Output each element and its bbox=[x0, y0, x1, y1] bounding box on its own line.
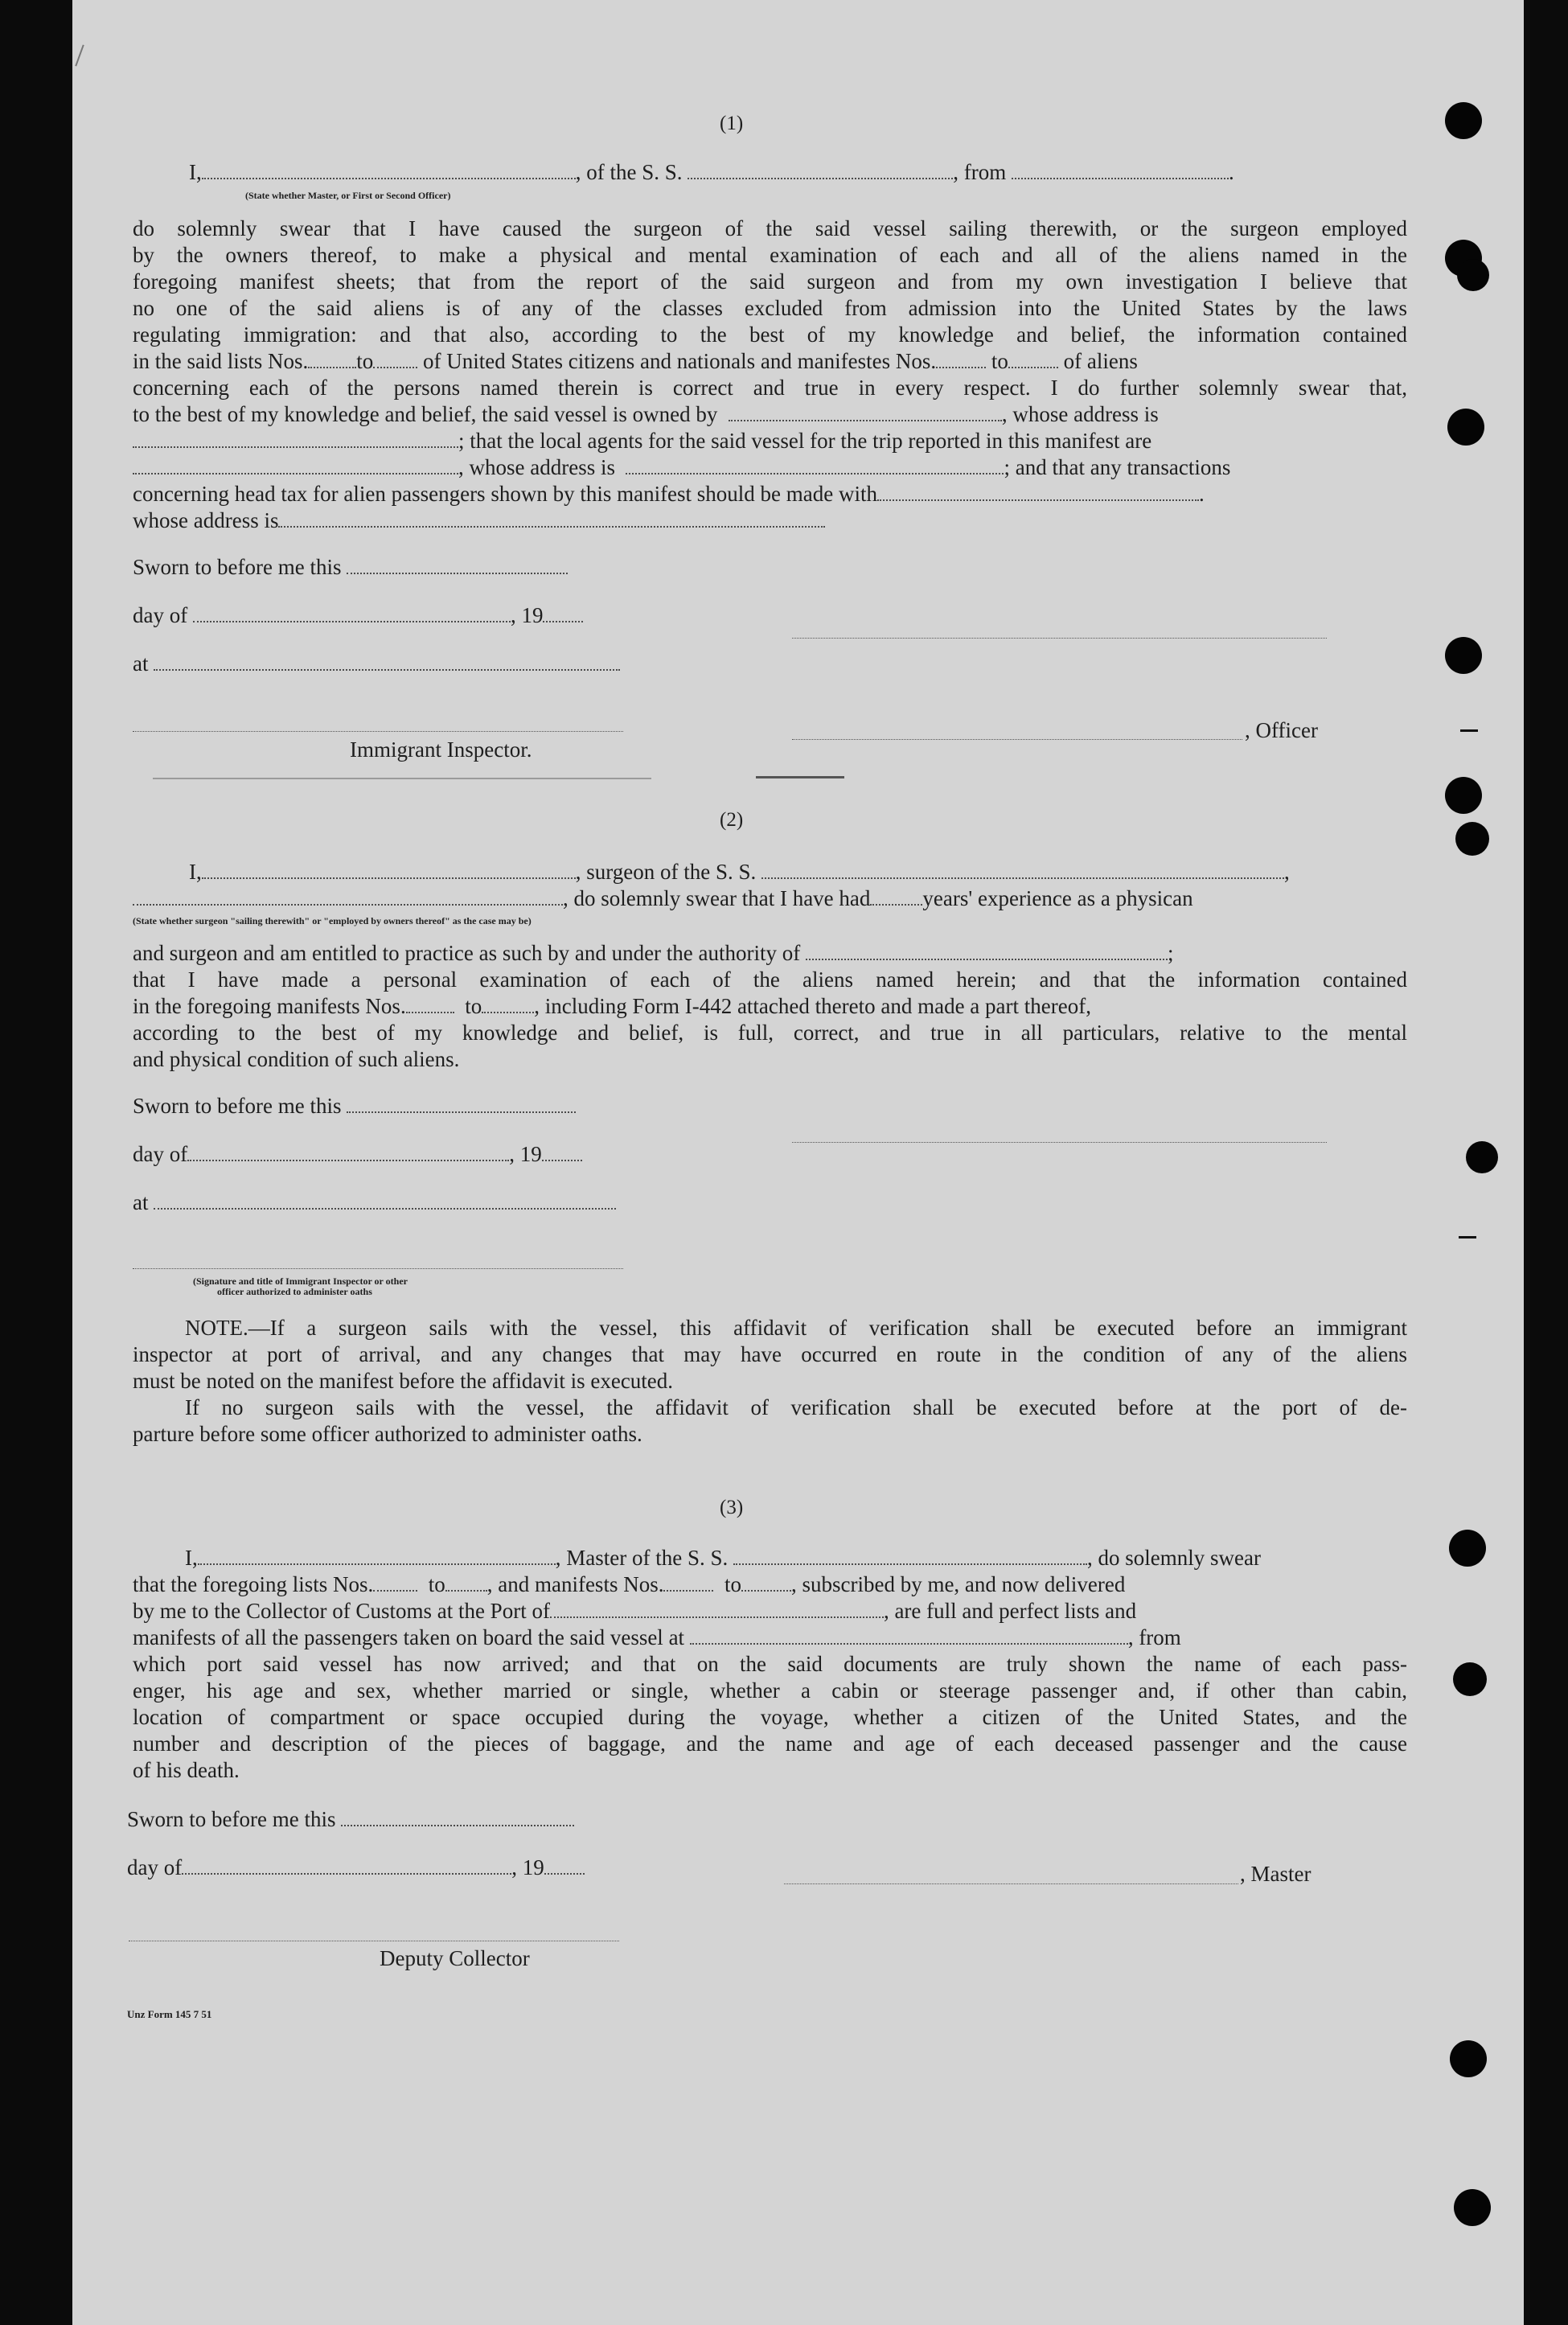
section-divider-right bbox=[756, 776, 844, 778]
s2-swear-line: , do solemnly swear that I have had years' experience as a physican bbox=[133, 885, 1193, 912]
s1-manifests-from-field[interactable] bbox=[936, 351, 986, 368]
s1-at-field[interactable] bbox=[154, 653, 620, 671]
s2-vessel-field[interactable] bbox=[761, 861, 1284, 879]
s3-para-line-6: location of compartment or space occupied during the voyage, whether a citizen of the United States, and the bbox=[133, 1705, 1407, 1729]
s1-vessel-field[interactable] bbox=[688, 162, 953, 179]
s1-para-line-5: regulating immigration: and that also, according to the best of my knowledge and belief, the information contained bbox=[133, 322, 1407, 347]
s3-para-line-8: of his death. bbox=[133, 1758, 240, 1782]
s2-sig-note-1: (Signature and title of Immigrant Inspector or other bbox=[193, 1275, 408, 1287]
s3-para-line-1: that the foregoing lists Nos. to , and manifests Nos. to , subscribed by me, and now delivered bbox=[133, 1572, 1126, 1596]
s1-para-line-6: in the said lists Nos. to of United States citizens and nationals and manifestes Nos. to of aliens bbox=[133, 349, 1138, 373]
s3-para-line-5: enger, his age and sex, whether married or single, whether a cabin or steerage passenger and, if other than cabin, bbox=[133, 1678, 1407, 1703]
s1-inspector-label: Immigrant Inspector. bbox=[350, 737, 532, 762]
s1-from-field[interactable] bbox=[1012, 162, 1229, 179]
s1-owner-address-field[interactable] bbox=[133, 430, 458, 448]
s2-para-line-2: that I have made a personal examination of each of the aliens named herein; and that the information contained bbox=[133, 967, 1407, 992]
s1-para-line-9: ; that the local agents for the said vessel for the trip reported in this manifest are bbox=[133, 428, 1151, 454]
binder-hole-icon bbox=[1450, 2040, 1487, 2077]
s1-sworn-date-field[interactable] bbox=[347, 557, 568, 574]
s3-master-signature-line[interactable] bbox=[784, 1883, 1238, 1884]
s3-master-name-field[interactable] bbox=[198, 1547, 556, 1565]
s1-para-line-3: foregoing manifest sheets; that from the report of the said surgeon and from my own investigation I believe that bbox=[133, 269, 1407, 294]
s1-manifests-to-field[interactable] bbox=[1008, 351, 1058, 368]
s1-officer-note: (State whether Master, or First or Second Officer) bbox=[245, 190, 451, 201]
s1-lists-to-field[interactable] bbox=[373, 351, 417, 368]
s3-manifests-to-field[interactable] bbox=[741, 1574, 791, 1592]
s2-at-field[interactable] bbox=[154, 1192, 616, 1210]
s2-day-field[interactable] bbox=[187, 1144, 509, 1161]
s1-officer-signature-line[interactable] bbox=[792, 638, 1327, 639]
tick-mark bbox=[1460, 729, 1478, 732]
binder-hole-icon bbox=[1445, 637, 1482, 674]
s2-para-line-5: and physical condition of such aliens. bbox=[133, 1047, 460, 1071]
s2-surgeon-signature-line[interactable] bbox=[792, 1142, 1327, 1143]
s2-sworn-date-field[interactable] bbox=[347, 1095, 576, 1113]
s3-para-line-3: manifests of all the passengers taken on board the said vessel at , from bbox=[133, 1625, 1181, 1649]
s1-i-label: I, bbox=[189, 160, 202, 184]
s1-inspector-signature-line[interactable] bbox=[133, 731, 623, 732]
s2-day-line: day of , 19 bbox=[133, 1141, 582, 1168]
section-3-number: (3) bbox=[720, 1497, 744, 1518]
s2-at-line: at bbox=[133, 1189, 616, 1216]
s1-para-line-8: to the best of my knowledge and belief, the said vessel is owned by , whose address is bbox=[133, 402, 1159, 426]
s3-master-label: , Master bbox=[1240, 1862, 1311, 1886]
s3-day-field[interactable] bbox=[182, 1857, 511, 1875]
s1-officer-name-field[interactable] bbox=[202, 162, 576, 179]
s2-surgeon-line: I, , surgeon of the S. S. , bbox=[189, 860, 1290, 884]
s2-para-line-4: according to the best of my knowledge and belief, is full, correct, and true in all particulars, relative to the mental bbox=[133, 1021, 1407, 1045]
s2-note-small: (State whether surgeon "sailing therewith" or "employed by owners thereof" as the case may be) bbox=[133, 915, 532, 926]
s3-para-line-7: number and description of the pieces of baggage, and the name and age of each deceased passenger and the cause bbox=[133, 1731, 1407, 1756]
s1-para-line-11: concerning head tax for alien passengers shown by this manifest should be made with . bbox=[133, 482, 1205, 506]
s1-sworn-line: Sworn to before me this bbox=[133, 554, 568, 581]
s3-port-field[interactable] bbox=[550, 1600, 884, 1618]
s3-para-line-2: by me to the Collector of Customs at the Port of , are full and perfect lists and bbox=[133, 1599, 1137, 1623]
s3-sworn-line: Sworn to before me this bbox=[127, 1806, 574, 1833]
binder-hole-icon bbox=[1449, 1530, 1486, 1567]
s2-manifests-from-field[interactable] bbox=[406, 996, 454, 1013]
section-divider-left bbox=[153, 778, 651, 779]
form-page bbox=[72, 0, 1524, 2325]
s3-lists-to-field[interactable] bbox=[445, 1574, 487, 1592]
s2-note-line-2: inspector at port of arrival, and any changes that may have occurred en route in the condition of any of the aliens bbox=[133, 1342, 1407, 1366]
s2-para-line-1: and surgeon and am entitled to practice as such by and under the authority of ; bbox=[133, 941, 1174, 965]
s1-para-line-10: , whose address is ; and that any transactions bbox=[133, 454, 1230, 481]
binder-hole-icon bbox=[1457, 259, 1489, 291]
binder-hole-icon bbox=[1445, 777, 1482, 814]
s2-authority-field[interactable] bbox=[806, 943, 1168, 960]
s3-vessel-field[interactable] bbox=[733, 1547, 1087, 1565]
s1-ss-label: , of the S. S. bbox=[575, 160, 683, 184]
s1-headtax-field[interactable] bbox=[877, 483, 1199, 501]
section-2-number: (2) bbox=[720, 809, 744, 831]
corner-mark bbox=[75, 45, 84, 67]
binder-hole-icon bbox=[1453, 1662, 1487, 1696]
s2-sig-note-2: officer authorized to administer oaths bbox=[217, 1286, 372, 1297]
s1-para-line-1: do solemnly swear that I have caused the surgeon of the said vessel sailing therewith, or the surgeon employed bbox=[133, 216, 1407, 240]
s1-day-field[interactable] bbox=[193, 605, 511, 622]
s1-day-line: day of , 19 bbox=[133, 602, 583, 629]
s2-note-line-4: If no surgeon sails with the vessel, the affidavit of verification shall be executed before at the port of de- bbox=[185, 1395, 1407, 1419]
s1-year-field[interactable] bbox=[543, 605, 583, 622]
s2-sworn-line: Sworn to before me this bbox=[133, 1093, 576, 1119]
s3-deputy-label: Deputy Collector bbox=[380, 1946, 530, 1970]
tick-mark bbox=[1459, 1236, 1476, 1238]
s3-lists-from-field[interactable] bbox=[373, 1574, 417, 1592]
form-number: Unz Form 145 7 51 bbox=[127, 2008, 212, 2020]
s2-note-line-5: parture before some officer authorized to administer oaths. bbox=[133, 1422, 642, 1446]
s1-master-line: I, , of the S. S. , from . bbox=[189, 160, 1234, 184]
s1-para-line-4: no one of the said aliens is of any of the classes excluded from admission into the United States by the laws bbox=[133, 296, 1407, 320]
s1-from-label: , from bbox=[953, 160, 1007, 184]
s2-official-signature-line[interactable] bbox=[133, 1268, 623, 1269]
binder-hole-icon bbox=[1466, 1141, 1498, 1173]
s1-para-line-12: whose address is bbox=[133, 507, 825, 534]
binder-hole-icon bbox=[1455, 822, 1489, 856]
s1-officer-name-line[interactable] bbox=[792, 739, 1242, 740]
s1-officer-label: , Officer bbox=[1245, 718, 1318, 742]
s3-master-line: I, , Master of the S. S. , do solemnly swear bbox=[185, 1546, 1261, 1570]
s2-sailing-field[interactable] bbox=[133, 888, 563, 906]
s1-lists-from-field[interactable] bbox=[308, 351, 356, 368]
binder-hole-icon bbox=[1445, 102, 1482, 139]
s3-departure-port-field[interactable] bbox=[690, 1627, 1128, 1645]
s3-year-field[interactable] bbox=[544, 1857, 585, 1875]
s2-manifests-to-field[interactable] bbox=[482, 996, 534, 1013]
s3-manifests-from-field[interactable] bbox=[663, 1574, 713, 1592]
s2-surgeon-name-field[interactable] bbox=[202, 861, 576, 879]
s1-para-line-2: by the owners thereof, to make a physical and mental examination of each and all of the aliens named in the bbox=[133, 243, 1407, 267]
s2-note-line-1: NOTE.—If a surgeon sails with the vessel, this affidavit of verification shall be executed before an immigrant bbox=[185, 1316, 1407, 1340]
s1-headtax-address-field[interactable] bbox=[278, 510, 825, 528]
section-1-number: (1) bbox=[720, 113, 744, 134]
s1-para-line-7: concerning each of the persons named therein is correct and true in every respect. I do further solemnly swear that, bbox=[133, 376, 1407, 400]
s2-year-field[interactable] bbox=[542, 1144, 582, 1161]
s2-note-line-3: must be noted on the manifest before the affidavit is executed. bbox=[133, 1369, 674, 1393]
s1-agents-field[interactable] bbox=[133, 457, 458, 474]
s1-agents-address-field[interactable] bbox=[626, 457, 1004, 474]
s1-at-line: at bbox=[133, 651, 620, 677]
s2-para-line-3: in the foregoing manifests Nos. to , including Form I-442 attached thereto and made a part thereof, bbox=[133, 994, 1091, 1018]
s3-sworn-date-field[interactable] bbox=[341, 1809, 574, 1826]
s3-para-line-4: which port said vessel has now arrived; and that on the said documents are truly shown the name of each pass- bbox=[133, 1652, 1407, 1676]
s2-years-field[interactable] bbox=[870, 888, 922, 906]
binder-hole-icon bbox=[1454, 2189, 1491, 2226]
binder-hole-icon bbox=[1447, 409, 1484, 446]
s1-owner-field[interactable] bbox=[729, 404, 1002, 421]
s3-day-line: day of , 19 bbox=[127, 1855, 585, 1881]
